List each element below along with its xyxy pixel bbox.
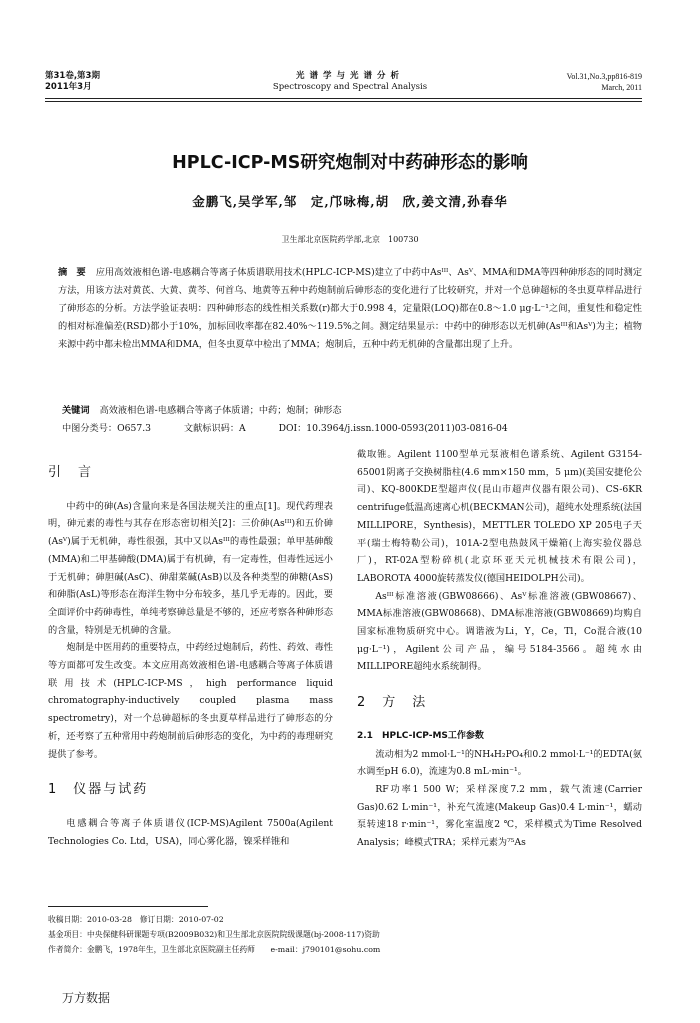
right-column — [357, 446, 642, 852]
author-list: 金鹏飞,吴学军,邹 定,邝咏梅,胡 欣,姜文清,孙春华 — [192, 194, 508, 209]
doi: DOI：10.3964/j.issn.1000-0593(2011)03-0816-04 — [278, 423, 508, 434]
date-en: March, 2011 — [601, 83, 642, 92]
left-column — [48, 446, 333, 850]
abstract-text: 应用高效液相色谱-电感耦合等离子体质谱联用技术(HPLC-ICP-MS)建立了中药中Asᴵᴵᴵ、Asⱽ、MMA和DMA等四种砷形态的同时测定方法，用该方法对黄芪、大黄、黄芩、何首乌、地黄等五种中药炮制前后砷形态的变化进行了比较研究，并对一个总砷超标的冬虫夏草样品进行了砷形态的分析。方法学验证表明：四种砷形态的线性相关系数(r)都大于0.998 4，定量限(LOQ)都在0.8～1.0 μg·L⁻¹之间，重复性和稳定性的相对标准偏差(RSD)都小于10%，加标回收率都在82.40%～119.5%之间。测定结果显示：中药中的砷形态以无机砷(Asᴵᴵᴵ和Asⱽ)为主；植物来源中药中都未检出MMA和DMA，但冬虫夏草中检出了MMA；炮制后，五种中药无机砷的含量都出现了上升。 — [58, 267, 643, 350]
section-heading-methods: 2 方 法 — [357, 695, 428, 711]
volume-issue-cn: 第31卷,第3期 — [45, 71, 100, 81]
paragraph: 截取锥。Agilent 1100型单元泵液相色谱系统、Agilent G3154-65001阴离子交换树脂柱(4.6 mm×150 mm，5 μm)(美国安捷伦公司)、KQ-800KDE型超声仪(昆山市超声仪器有限公司)、CS-6KR centrifuge低温高速离心机(BECKMAN公司)，超纯水处理系统(法国MILLIPORE，Synthesis)，METTLER TOLEDO XP 205电子天平(瑞士梅特勒公司)，101A-2型电热鼓风干燥箱(上海实验仪器总厂)，RT-02A型粉碎机(北京环亚天元机械技术有限公司)，LABOROTA 4000旋转蒸发仪(德国HEIDOLPH公司)。 — [357, 449, 642, 584]
journal-name-en: Spectroscopy and Spectral Analysis — [272, 82, 428, 92]
year-month-cn: 2011年3月 — [45, 82, 92, 92]
watermark: 万方数据 — [62, 991, 111, 1005]
paper-title: HPLC-ICP-MS研究炮制对中药砷形态的影响 — [172, 153, 528, 173]
keywords-text: 高效液相色谱-电感耦合等离子体质谱；中药；炮制；砷形态 — [99, 405, 342, 416]
funding: 基金项目：中央保健科研课题专项(B2009B032)和卫生部北京医院院级课题(bj-2008-117)资助 — [48, 930, 380, 939]
subsection-heading: 2.1 HPLC-ICP-MS工作参数 — [357, 730, 484, 741]
footnotes — [48, 912, 648, 957]
abstract — [58, 264, 642, 354]
keywords — [62, 402, 642, 420]
paragraph: RF功率1 500 W；采样深度7.2 mm，载气流速(Carrier Gas)0.62 L·min⁻¹，补充气流速(Makeup Gas)0.4 L·min⁻¹，蠕动泵转速18 r·min⁻¹，雾化室温度2 ℃，采样模式为Time Resolved Analysis；峰模式TRA；采样元素为⁷⁵As — [357, 783, 642, 849]
abstract-label: 摘 要 — [58, 267, 86, 278]
section-heading-instruments: 1 仪器与试药 — [48, 782, 149, 798]
journal-name-cn: 光谱学与光谱分析 — [295, 71, 404, 81]
paragraph: 中药中的砷(As)含量向来是各国法规关注的重点[1]。现代药理表明，砷元素的毒性与其存在形态密切相关[2]：三价砷(Asᴵᴵᴵ)和五价砷(Asⱽ)属于无机砷，毒性很强，其中又以Asᴵᴵᴵ的毒性最强；单甲基砷酸(MMA)和二甲基砷酸(DMA)属于有机砷，有一定毒性，但毒性远远小于无机砷；砷胆碱(AsC)、砷甜菜碱(AsB)以及各种类型的砷糖(AsS)和砷脂(AsL)等形态在海洋生物中分布较多，基几乎无毒的。因此，要全面评价中药砷毒性，单纯考察砷总量是不够的，还应考察各种砷形态的含量，特别是无机砷的含量。 — [48, 500, 333, 636]
volume-pages-en: Vol.31,No.3,pp816-819 — [566, 72, 642, 81]
document-code: 文献标识码：A — [183, 423, 246, 434]
classification-line — [62, 420, 642, 438]
journal-name — [230, 71, 470, 93]
paragraph: 炮制是中医用药的重要特点，中药经过炮制后，药性、药效、毒性等方面都可发生改变。本文应用高效液相色谱-电感耦合等离子体质谱联用技术(HPLC-ICP-MS，high performance liquid chromatography-inductively coupled plasma mass spectrometry)，对一个总砷超标的冬虫夏草样品进行了砷形态的分析，还考察了五种常用中药炮制前后砷形态的变化，为中药的毒理研究提供了参考。 — [48, 642, 333, 760]
keywords-label: 关键词 — [62, 405, 90, 416]
footnote-rule — [48, 906, 208, 907]
paragraph: 流动相为2 mmol·L⁻¹的NH₄H₂PO₄和0.2 mmol·L⁻¹的EDTA(氨水调至pH 6.0)，流速为0.8 mL·min⁻¹。 — [357, 748, 642, 778]
received-dates: 收稿日期：2010-03-28 修订日期：2010-07-02 — [48, 915, 224, 924]
journal-volume-info — [45, 71, 100, 93]
header-rule — [45, 98, 642, 102]
clc-number: 中图分类号：O657.3 — [62, 423, 151, 434]
journal-volume-en — [567, 71, 642, 93]
paragraph: 电感耦合等离子体质谱仪(ICP-MS)Agilent 7500a(Agilent Technologies Co. Ltd，USA)，同心雾化器，镍采样锥和 — [48, 817, 333, 847]
author-bio: 作者简介：金鹏飞，1978年生，卫生部北京医院副主任药师 e-mail：j790101@sohu.com — [48, 945, 381, 954]
affiliation: 卫生部北京医院药学部,北京 100730 — [281, 235, 419, 244]
paragraph: Asᴵᴵᴵ标准溶液(GBW08666)、Asⱽ标准溶液(GBW08667)、MMA标准溶液(GBW08668)、DMA标准溶液(GBW08669)均购自国家标准物质研究中心。调谐液为Li，Y，Ce，Tl，Co混合液(10 μg·L⁻¹)，Agilent公司产品，编号5184-3566。超纯水由MILLIPORE超纯水系统制得。 — [357, 590, 642, 673]
section-heading-intro: 引 言 — [48, 465, 94, 480]
